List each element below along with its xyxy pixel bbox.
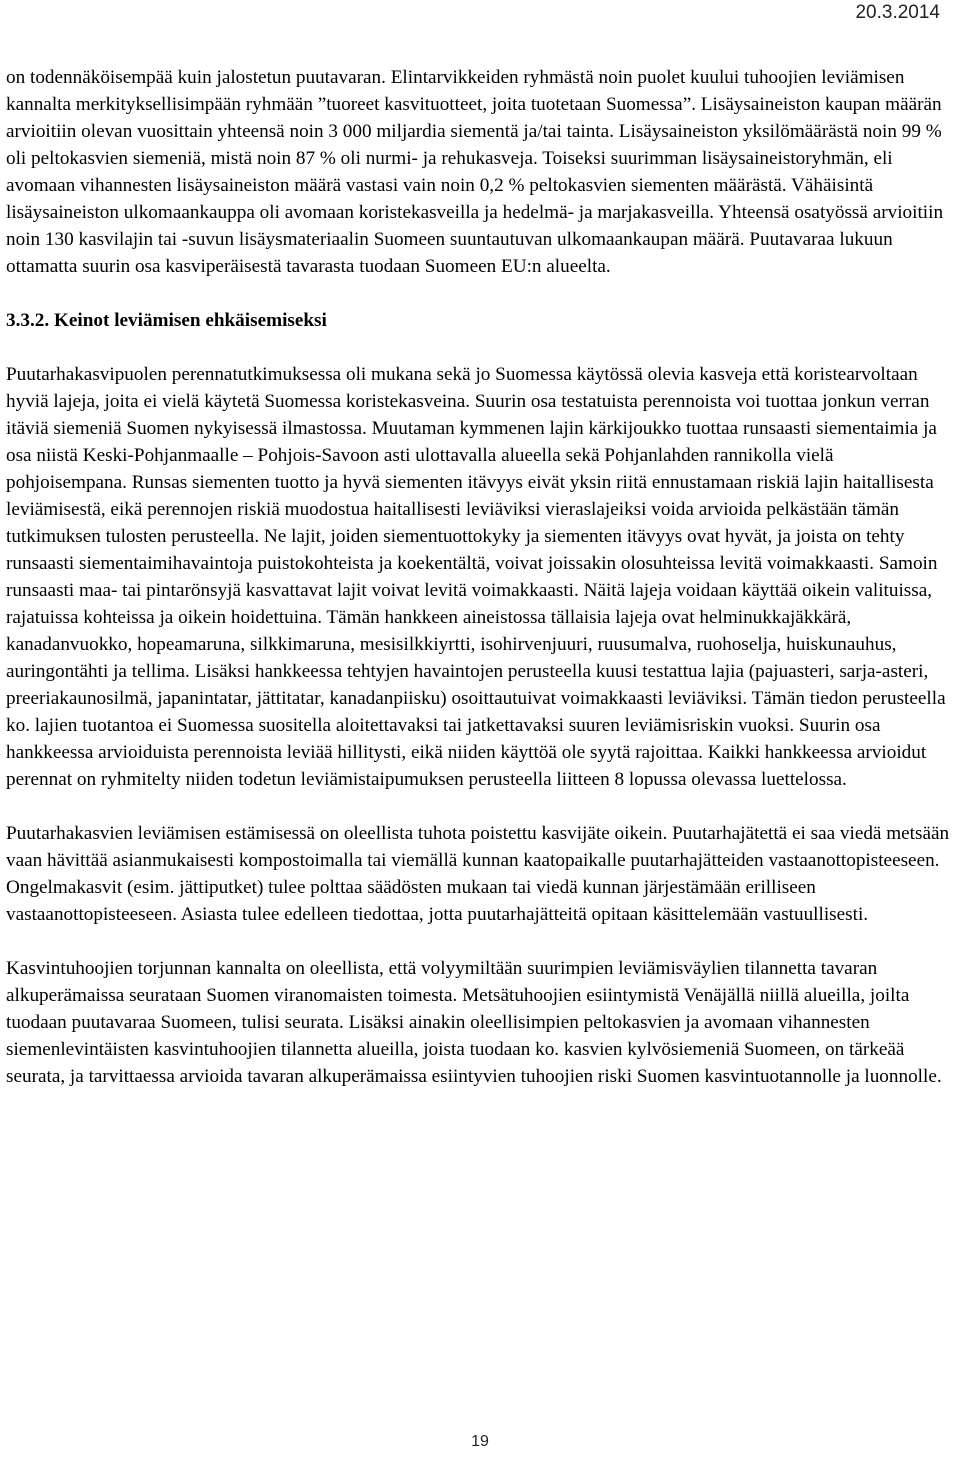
paragraph-garden-waste: Puutarhakasvien leviämisen estämisessä on oleellista tuhota poistettu kasvijäte oikein. Puutarhajätettä ei saa viedä metsään vaan hävittää asianmukaisesti kompostoimalla tai viemällä kunnan kaatopaikalle puutarhajätteiden vastaanottopisteeseen. Ongelmakasvit (esim. jättiputket) tulee polttaa säädösten mukaan tai viedä kunnan järjestämään erilliseen vastaanottopisteeseen. Asiasta tulee edelleen tiedottaa, jotta puutarhajätteitä opitaan käsittelemään vastuullisesti. — [6, 823, 950, 925]
paragraph-import-volumes: on todennäköisempää kuin jalostetun puutavaran. Elintarvikkeiden ryhmästä noin puolet kuului tuhoojien leviämisen kannalta merkityksellisimpään ryhmään ”tuoreet kasvituotteet, joita tuotetaan Suomessa”. Lisäysaineiston kaupan määrän arvioitiin olevan vuosittain yhteensä noin 3 000 miljardia siementä ja/tai tainta. Lisäysaineiston yksilömäärästä noin 99 % oli peltokasvien siemeniä, mistä noin 87 % oli nurmi- ja rehukasveja. Toiseksi suurimman lisäysaineistoryhmän, eli avomaan vihannesten lisäysaineiston määrä vastasi vain noin 0,2 % peltokasvien siementen määrästä. Vähäisintä lisäysaineiston ulkomaankauppa oli avomaan koristekasveilla ja hedelmä- ja marjakasveilla. Yhteensä osatyössä arvioitiin noin 130 kasvilajin tai -suvun lisäysmateriaalin Suomeen suuntautuvan ulkomaankaupan määrä. Puutavaraa lukuun ottamatta suurin osa kasviperäisestä tavarasta tuodaan Suomeen EU:n alueelta. — [6, 67, 944, 277]
section-heading: 3.3.2. Keinot leviämisen ehkäisemiseksi — [6, 310, 327, 331]
document-body — [6, 64, 956, 1090]
page-number: 19 — [471, 1433, 489, 1450]
paragraph-pest-monitoring: Kasvintuhoojien torjunnan kannalta on oleellista, että volyymiltään suurimpien leviämisväylien tilannetta tavaran alkuperämaissa seurataan Suomen viranomaisten toimesta. Metsätuhoojien esiintymistä Venäjällä niillä alueilla, joilta tuodaan puutavaraa Suomeen, tulisi seurata. Lisäksi ainakin oleellisimpien peltokasvien ja avomaan vihannesten siemenlevintäisten kasvintuhoojien tilannetta alueilla, joista tuodaan ko. kasvien kylvösiemeniä Suomeen, on tärkeää seurata, ja tarvittaessa arvioida tavaran alkuperämaissa esiintyvien tuhoojien riski Suomen kasvintuotannolle ja luonnolle. — [6, 958, 942, 1087]
paragraph-perennial-research: Puutarhakasvipuolen perennatutkimuksessa oli mukana sekä jo Suomessa käytössä olevia kasveja että koristearvoltaan hyviä lajeja, joita ei vielä käytetä Suomessa koristekasveina. Suurin osa testatuista perennoista voi tuottaa jonkun verran itäviä siemeniä Suomen nykyisessä ilmastossa. Muutaman kymmenen lajin kärkijoukko tuottaa runsaasti siementaimia ja osa niistä Keski-Pohjanmaalle – Pohjois-Savoon asti ulottavalla alueella sekä Pohjanlahden rannikolla vielä pohjoisempana. Runsas siementen tuotto ja hyvä siementen itävyys eivät yksin riitä ennustamaan riskiä lajin haitallisesta leviämisestä, eikä perennojen riskiä muodostua haitallisesti leviäviksi vieraslajeiksi voida arvioida pelkästään tämän tutkimuksen tulosten perusteella. Ne lajit, joiden siementuottokyky ja siementen itävyys ovat hyvät, ja joista on tehty runsaasti siementaimihavaintoja puistokohteista ja koekentältä, voivat joissakin olosuhteissa levitä voimakkaasti. Samoin runsaasti maa- tai pintarönsyjä kasvattavat lajit voivat levitä voimakkaasti. Näitä lajeja voidaan käyttää oikein valituissa, rajatuissa kohteissa ja oikein hoidettuina. Tämän hankkeen aineistossa tällaisia lajeja ovat helminukkajäkkärä, kanadanvuokko, hopeamaruna, silkkimaruna, mesisilkkiyrtti, isohirvenjuuri, ruusumalva, ruohoselja, huiskunauhus, auringontähti ja tellima. Lisäksi hankkeessa tehtyjen havaintojen perusteella kuusi testattua lajia (pajuasteri, sarja-asteri, preeriakaunosilmä, japanintatar, jättitatar, kanadanpiisku) osoittautuivat voimakkaasti leviäviksi. Tämän tiedon perusteella ko. lajien tuotantoa ei Suomessa suositella aloitettavaksi tai jatkettavaksi suuren leviämisriskin vuoksi. Suurin osa hankkeessa arvioiduista perennoista leviää hillitysti, eikä niiden käyttöä ole syytä rajoittaa. Kaikki hankkeessa arvioidut perennat on ryhmitelty niiden todetun leviämistaipumuksen perusteella liitteen 8 lopussa olevassa luettelossa. — [6, 364, 946, 790]
header-date: 20.3.2014 — [855, 2, 940, 23]
